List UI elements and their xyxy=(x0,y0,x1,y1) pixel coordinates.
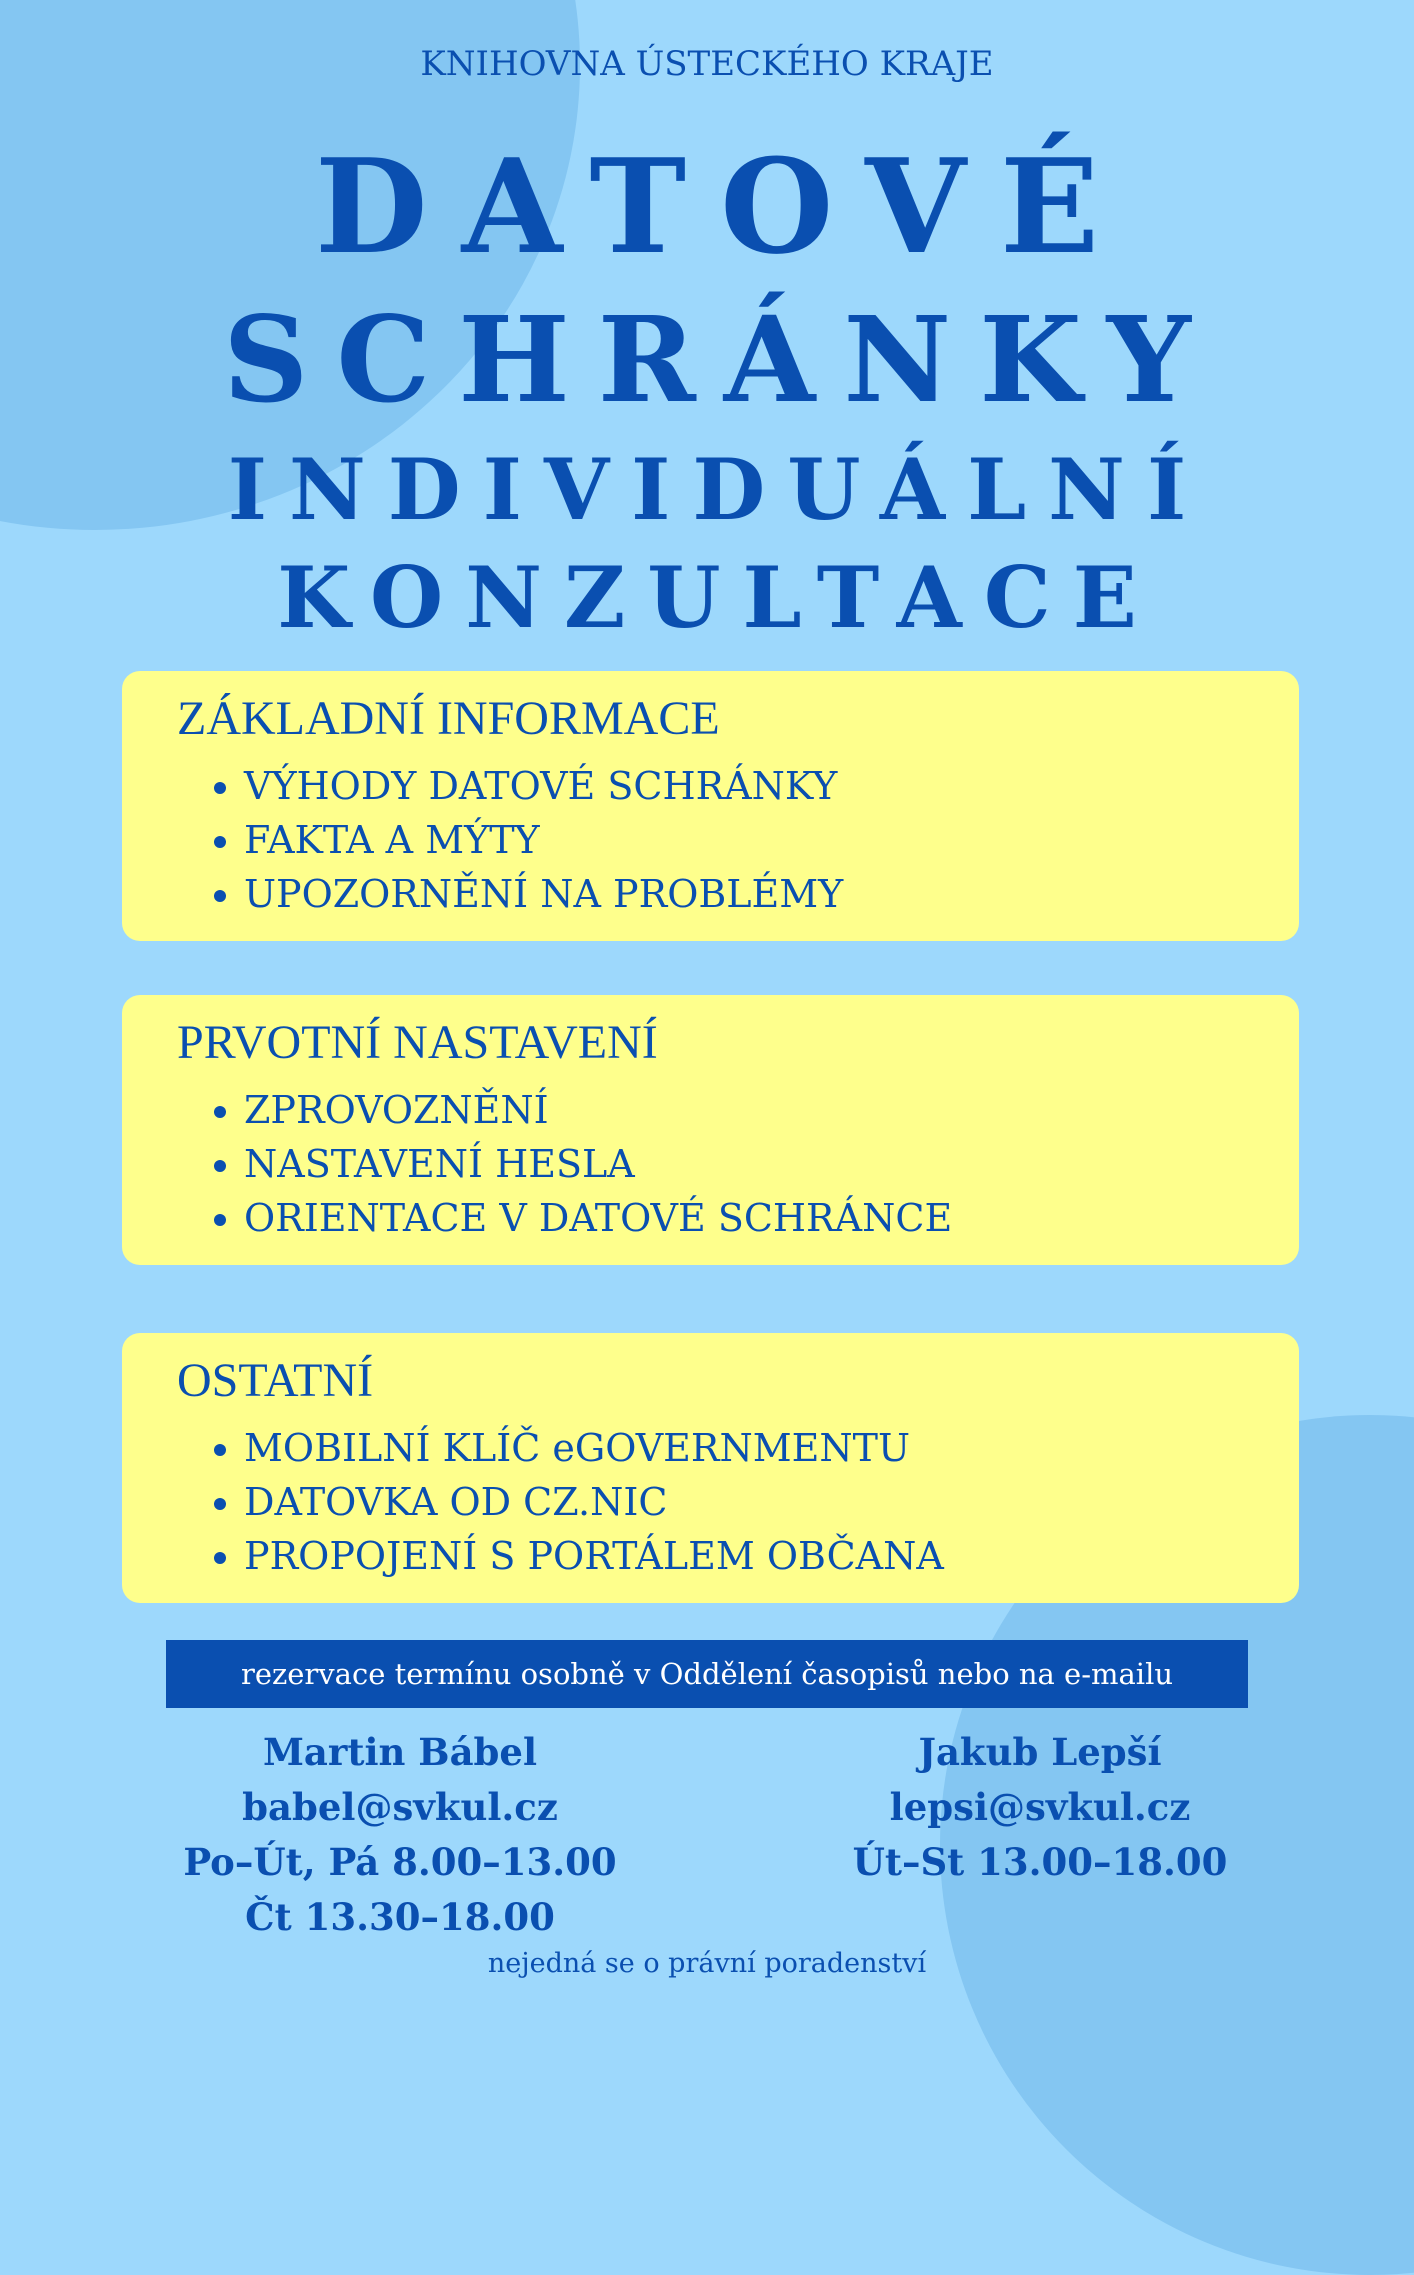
section-title: OSTATNÍ xyxy=(177,1354,374,1407)
disclaimer: nejedná se o právní poradenství xyxy=(487,1948,927,1979)
reservation-banner xyxy=(166,1640,1248,1708)
list-item: • ORIENTACE V DATOVÉ SCHRÁNCE xyxy=(244,1191,952,1245)
contact-name: Jakub Lepší xyxy=(918,1730,1162,1774)
contact-name: Martin Bábel xyxy=(262,1730,538,1774)
contact-card-lepsi xyxy=(800,1725,1280,1890)
subtitle-line-2: KONZULTACE xyxy=(277,548,1159,647)
contact-email[interactable]: babel@svkul.cz xyxy=(242,1785,558,1829)
section-other xyxy=(122,1333,1299,1603)
contact-card-babel xyxy=(160,1725,640,1945)
section-list xyxy=(190,1421,944,1583)
subtitle-line-1: INDIVIDUÁLNÍ xyxy=(227,440,1209,539)
section-title: PRVOTNÍ NASTAVENÍ xyxy=(177,1016,658,1069)
section-title: ZÁKLADNÍ INFORMACE xyxy=(177,692,720,745)
section-list xyxy=(190,759,843,921)
section-list xyxy=(190,1083,952,1245)
reservation-text: rezervace termínu osobně v Oddělení časopisů nebo na e-mailu xyxy=(240,1657,1174,1691)
list-item: • NASTAVENÍ HESLA xyxy=(244,1137,952,1191)
list-item: • ZPROVOZNĚNÍ xyxy=(244,1083,952,1137)
organization-name: KNIHOVNA ÚSTECKÉHO KRAJE xyxy=(420,44,994,84)
contact-hours: Po–Út, Pá 8.00–13.00 xyxy=(183,1840,617,1884)
title-line-1: DATOVÉ xyxy=(314,130,1134,283)
contact-email[interactable]: lepsi@svkul.cz xyxy=(889,1785,1191,1829)
section-basic-info xyxy=(122,671,1299,941)
list-item: • DATOVKA OD CZ.NIC xyxy=(244,1475,944,1529)
list-item: • VÝHODY DATOVÉ SCHRÁNKY xyxy=(244,759,843,813)
contact-hours: Út–St 13.00–18.00 xyxy=(852,1840,1228,1884)
list-item: • PROPOJENÍ S PORTÁLEM OBČANA xyxy=(244,1529,944,1583)
list-item: • UPOZORNĚNÍ NA PROBLÉMY xyxy=(244,867,843,921)
list-item: • MOBILNÍ KLÍČ eGOVERNMENTU xyxy=(244,1421,944,1475)
section-initial-setup xyxy=(122,995,1299,1265)
contact-hours: Čt 13.30–18.00 xyxy=(245,1895,555,1939)
list-item: • FAKTA A MÝTY xyxy=(244,813,843,867)
title-line-2: SCHRÁNKY xyxy=(223,290,1219,429)
